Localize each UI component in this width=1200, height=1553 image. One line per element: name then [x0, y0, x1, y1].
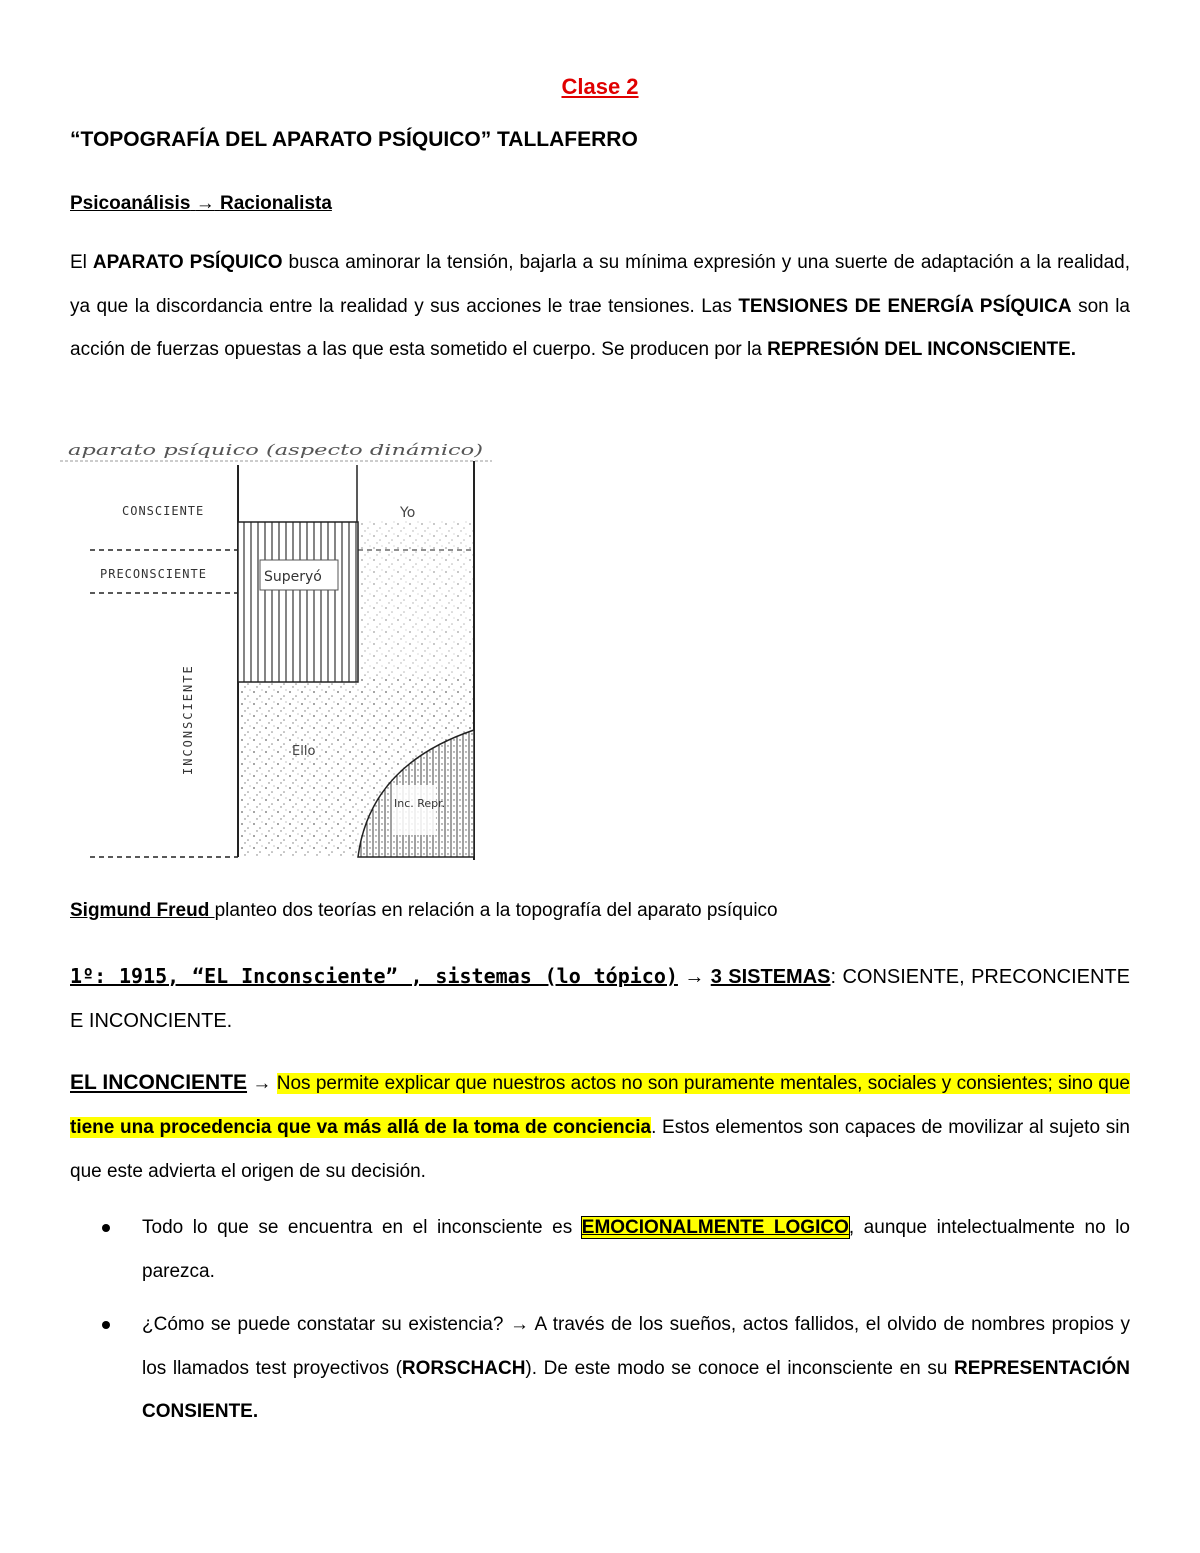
diagram-header: aparato psíquico (aspecto dinámico) — [68, 441, 484, 459]
bullet-icon — [102, 1321, 110, 1329]
paragraph-aparato — [70, 241, 1130, 372]
theory-1915 — [70, 955, 1130, 1043]
diagram-rep: Inc. Repr. — [394, 797, 446, 810]
list-item — [100, 1206, 1130, 1293]
theory-sistemas: 3 SISTEMAS — [710, 966, 831, 988]
p1-text-3: son la acción de fuerzas opuestas a las que esta sometido el cuerpo. Se producen por la — [70, 295, 1130, 360]
section-right: Racionalista — [219, 193, 332, 214]
theory-label: 1º: 1915, “EL Inconsciente” , sistemas (lo tópico) — [70, 964, 678, 988]
freud-sentence — [70, 900, 778, 922]
p1-bold-3: REPRESIÓN DEL INCONSCIENTE. — [767, 339, 1077, 360]
bullet-1-text-1: Todo lo que se encuentra en el inconsciente es — [142, 1217, 582, 1238]
arrow-right-icon: → — [677, 966, 711, 988]
diagram-ello: Ello — [292, 744, 316, 759]
diagram-preconsciente: PRECONSCIENTE — [100, 567, 207, 581]
list-item — [100, 1303, 1130, 1434]
bullet-2-text-3: ). De este modo se conoce el inconsciente en su — [525, 1357, 955, 1379]
inconsciente-highlight-2: tiene una procedencia que va más allá de la toma de conciencia — [70, 1117, 652, 1138]
p1-bold-2: TENSIONES DE ENERGÍA PSÍQUICA — [738, 295, 1072, 317]
theory-rest: : CONSIENTE, PRECONCIENTE E INCONCIENTE. — [70, 966, 1130, 1032]
p1-text-2: busca aminorar la tensión, bajarla a su mínima expresión y una suerte de adaptación a la realidad, ya que la discordancia entre la realidad y sus acciones le trae tensiones. Las — [70, 252, 1130, 317]
bullet-1-text-2: , aunque intelectualmente no lo parezca. — [142, 1217, 1130, 1282]
p1-bold-1: APARATO PSÍQUICO — [92, 252, 283, 273]
bullet-list — [100, 1206, 1130, 1444]
bullet-2-text-2: A través de los sueños, actos fallidos, el olvido de nombres propios y los llamados test proyectivos ( — [142, 1314, 1131, 1379]
document-title: Clase 2 — [561, 74, 639, 99]
bullet-1-bold: EMOCIONALMENTE LOGICO — [581, 1217, 849, 1238]
freud-name: Sigmund Freud — [70, 900, 215, 921]
bullet-2-text-1: ¿Cómo se puede constatar su existencia? — [142, 1314, 510, 1335]
arrow-right-icon: → — [509, 1314, 529, 1335]
diagram-inconsciente: INCONSCIENTE — [181, 664, 195, 775]
inconsciente-rest: . Estos elementos son capaces de movilizar al sujeto sin que este advierta el origen de su decisión. — [70, 1117, 1130, 1182]
p1-text-1: El — [70, 252, 93, 273]
diagram-superyo: Superyó — [264, 569, 322, 585]
arrow-right-icon: → — [195, 193, 215, 214]
bullet-icon — [102, 1224, 110, 1232]
bullet-2-bold-1: RORSCHACH — [401, 1357, 526, 1379]
paragraph-inconsciente — [70, 1061, 1130, 1194]
section-heading — [70, 193, 332, 215]
section-left: Psicoanálisis — [70, 193, 191, 214]
arrow-right-icon: → — [247, 1073, 277, 1094]
document-subtitle: “TOPOGRAFÍA DEL APARATO PSÍQUICO” TALLAFERRO — [70, 128, 638, 151]
inconsciente-heading: EL INCONCIENTE — [70, 1071, 248, 1094]
bullet-2-bold-2: REPRESENTACIÓN CONSIENTE. — [142, 1357, 1130, 1422]
freud-rest: planteo dos teorías en relación a la topografía del aparato psíquico — [214, 900, 778, 921]
aparato-psiquico-diagram — [60, 425, 492, 865]
inconsciente-highlight-1: Nos permite explicar que nuestros actos no son puramente mentales, sociales y consientes; sino que — [276, 1073, 1130, 1094]
diagram-consciente: CONSCIENTE — [122, 504, 205, 518]
diagram-yo: Yo — [400, 505, 416, 521]
